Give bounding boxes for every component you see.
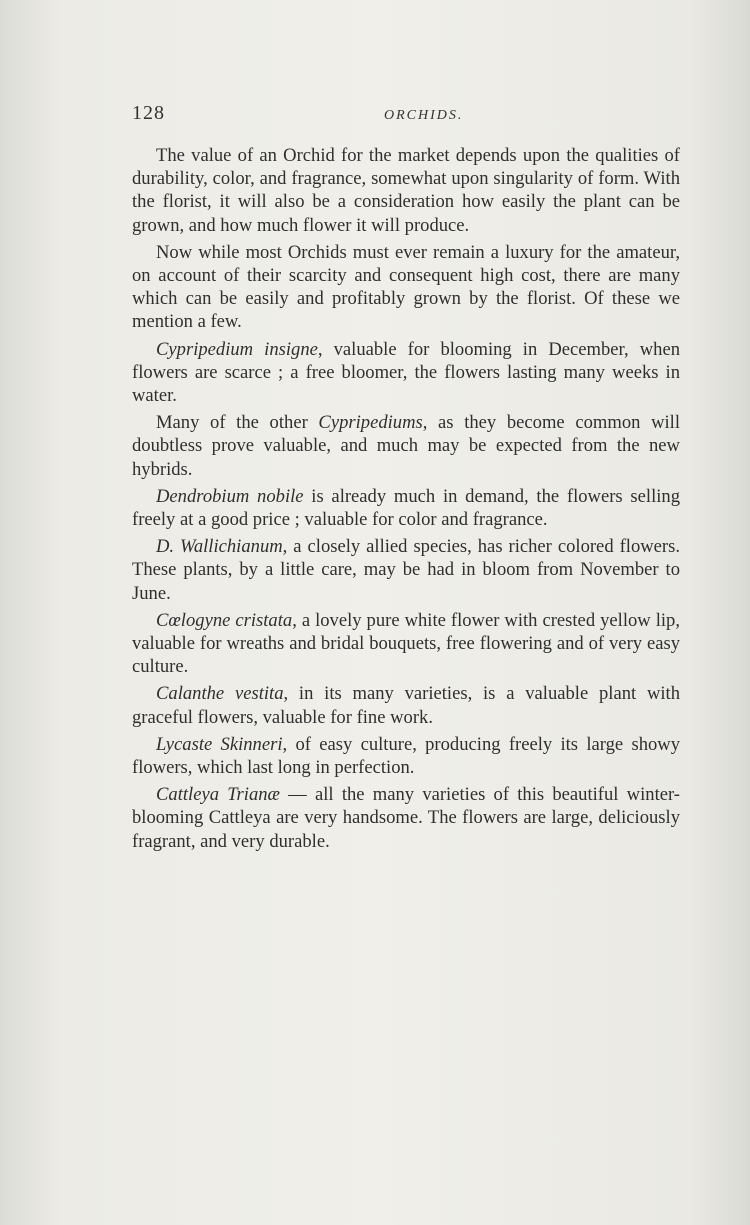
species-name: Lycaste Skinneri (156, 733, 283, 755)
paragraph-lycaste-skinneri: Lycaste Skinneri, of easy culture, producing freely its large showy flowers, which last long in perfection. (132, 733, 681, 779)
page-number: 128 (132, 102, 165, 124)
paragraph-calanthe-vestita: Calanthe vestita, in its many varieties, is a valuable plant with graceful flowers, valuable for fine work. (132, 683, 681, 728)
species-name: Cattleya Trianæ (156, 784, 280, 806)
paragraph-market-value: The value of an Orchid for the market depends upon the qualities of durability, color, and fragrance, somewhat upon singularity of form. With the florist, it will also be a consideration how easily the plant can be grown, and how much flower it will produce. (132, 145, 680, 236)
paragraph-cattleya-trianae: Cattleya Trianæ — all the many varieties of this beautiful winter-blooming Cattleya are very handsome. The flowers are large, deliciously fragrant, and very durable. (132, 784, 680, 852)
running-head (132, 102, 672, 132)
species-name: Cypripedium insigne (156, 338, 318, 360)
running-title: ORCHIDS. (384, 108, 464, 123)
paragraph-cypripediums: Many of the other Cypripediums, as they become common will doubtless prove valuable, and much may be expected from the new hybrids. (132, 412, 680, 480)
species-name: Cœlogyne cristata (156, 609, 293, 631)
body-text (132, 144, 680, 857)
paragraph-coelogyne-cristata: Cœlogyne cristata, a lovely pure white flower with crested yellow lip, valuable for wreaths and bridal bouquets, free flowering and of very easy culture. (132, 609, 680, 678)
species-name: Cypripediums (318, 412, 423, 434)
paragraph-cypripedium-insigne: Cypripedium insigne, valuable for blooming in December, when flowers are scarce ; a free bloomer, the flowers lasting many weeks in water. (132, 338, 680, 407)
species-name: D. Wallichianum (156, 536, 283, 558)
species-name: Calanthe vestita (156, 683, 284, 705)
species-name: Dendrobium nobile (156, 485, 304, 507)
paragraph-d-wallichianum: D. Wallichianum, a closely allied species, has richer colored flowers. These plants, by a little care, may be had in bloom from November to June. (132, 536, 680, 604)
paragraph-amateur-florist: Now while most Orchids must ever remain a luxury for the amateur, on account of their scarcity and consequent high cost, there are many which can be easily and profitably grown by the florist. Of these we mention a few. (132, 241, 680, 333)
paragraph-dendrobium-nobile: Dendrobium nobile is already much in demand, the flowers selling freely at a good price ; valuable for color and fragrance. (132, 485, 680, 531)
